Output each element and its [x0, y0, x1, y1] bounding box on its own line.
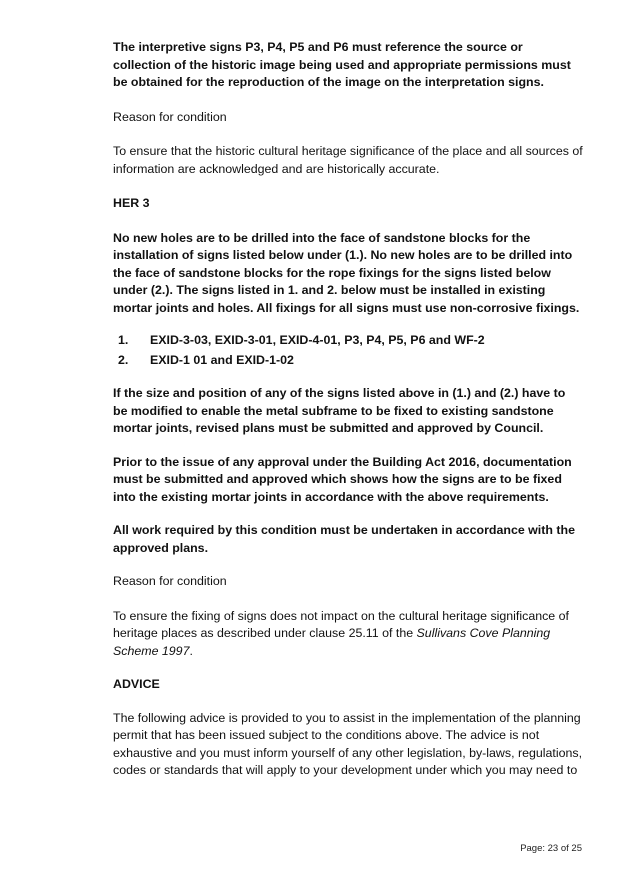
list-text: EXID-1 01 and EXID-1-02 [150, 353, 294, 367]
condition-paragraph-drilling: No new holes are to be drilled into the face of sandstone blocks for the installation of signs listed below under (1.). No new holes are to be drilled into the face of sandstone blocks for the rope fixings for the signs listed below under (2.). The signs listed in 1. and 2. below must be installed in existing mortar joints and holes. All fixings for all signs must use non-corrosive fixings. [113, 230, 580, 315]
reason-text-end: . [189, 643, 193, 658]
page-number: Page: 23 of 25 [520, 843, 582, 854]
condition-paragraph-interpretive-signs: The interpretive signs P3, P4, P5 and P6 must reference the source or collection of the historic image being used and appropriate permissions must be obtained for the reproduction of the image on the interpretation signs. [113, 40, 571, 89]
list-number: 2. [118, 353, 129, 367]
condition-paragraph-approved-plans: All work required by this condition must be undertaken in accordance with the approved plans. [113, 523, 575, 555]
section-heading-advice: ADVICE [113, 677, 160, 691]
reason-paragraph: To ensure that the historic cultural heritage significance of the place and all sources of information are acknowledged and are historically accurate. [113, 144, 583, 176]
list-number: 1. [118, 333, 129, 347]
condition-paragraph-revised-plans: If the size and position of any of the signs listed above in (1.) and (2.) have to be modified to enable the metal subframe to be fixed to existing sandstone mortar joints, revised plans must be submitted and approved by Council. [113, 386, 566, 435]
list-item [113, 330, 583, 350]
reason-label: Reason for condition [113, 574, 227, 588]
advice-paragraph: The following advice is provided to you to assist in the implementation of the planning permit that has been issued subject to the conditions above. The advice is not exhaustive and you must inform yourself of any other legislation, by-laws, regulations, codes or standards that will apply to your development under which you may need to [113, 710, 583, 777]
condition-paragraph-building-act: Prior to the issue of any approval under the Building Act 2016, documentation must be submitted and approved which shows how the signs are to be fixed into the existing mortar joints in accordance with the above requirements. [113, 454, 572, 504]
list-item [113, 350, 583, 370]
reason-text: To ensure the fixing of signs does not impact on the cultural heritage significance of heritage places as described under clause 25.11 of the [113, 608, 569, 640]
section-heading-her3: HER 3 [113, 196, 150, 210]
document-body [113, 39, 583, 780]
planning-scheme-title: Sullivans Cove Planning Scheme 1997 [113, 626, 551, 658]
reason-label: Reason for condition [113, 109, 227, 124]
sign-list [113, 330, 583, 370]
list-text: EXID-3-03, EXID-3-01, EXID-4-01, P3, P4, P5, P6 and WF-2 [150, 333, 485, 347]
reason-paragraph [113, 608, 583, 661]
